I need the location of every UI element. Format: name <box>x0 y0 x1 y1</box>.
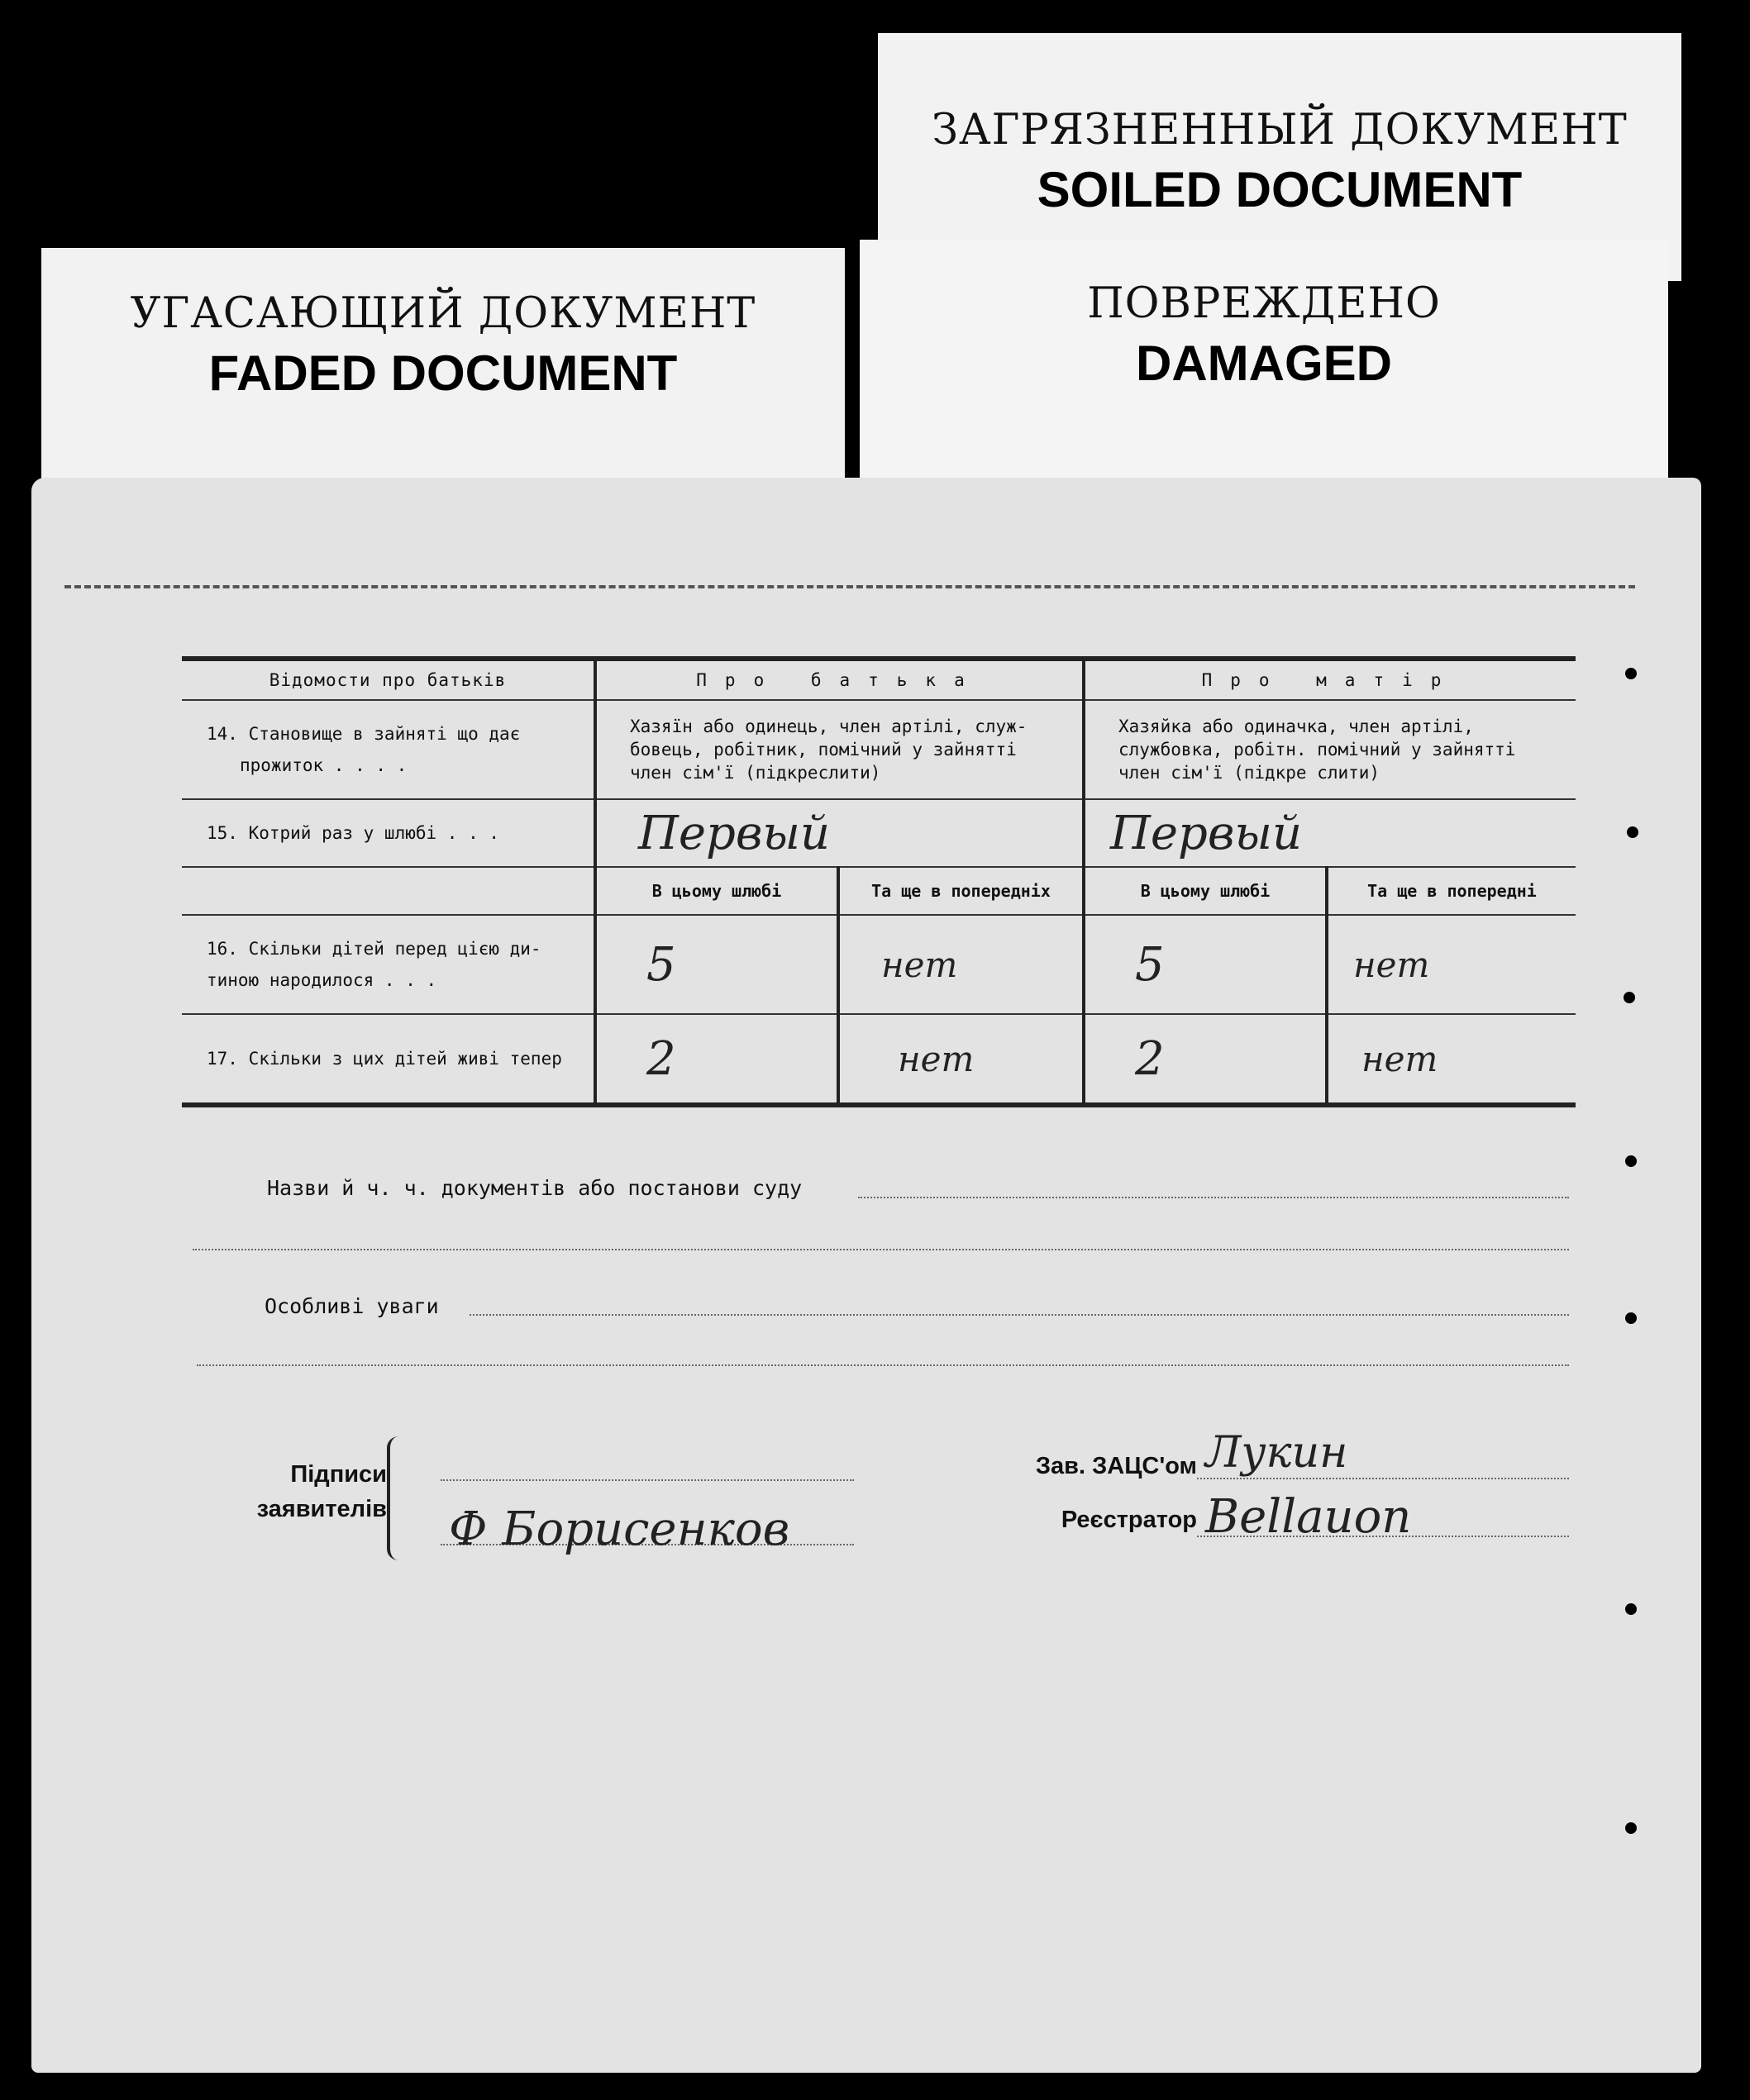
binding-hole <box>1625 1603 1637 1615</box>
q16-label <box>182 915 595 1014</box>
applicants-label-line1: Підписи <box>290 1461 387 1488</box>
head-signature: Лукин <box>1205 1428 1348 1478</box>
q16-mother-this: 5 <box>1084 915 1327 1014</box>
q14-mother-options <box>1084 700 1576 799</box>
q17-father-this: 2 <box>595 1014 838 1105</box>
binding-hole <box>1625 1312 1637 1324</box>
header-parents-info: Відомости про батьків <box>182 659 595 700</box>
binding-hole <box>1627 826 1638 838</box>
q16-mother-previous: нет <box>1327 915 1576 1014</box>
header-mother: Про матір <box>1084 659 1576 700</box>
q14-label-line1: 14. Становище в зайняті що дає <box>207 724 521 744</box>
subheader-mother-previous: Та ще в попередні <box>1327 867 1576 915</box>
binding-hole <box>1625 1822 1637 1834</box>
faded-label-en: FADED DOCUMENT <box>208 345 678 401</box>
row-subheaders <box>182 867 1576 915</box>
parents-info-table <box>182 656 1576 1107</box>
q14-label-line2: прожиток . . . . <box>240 755 408 775</box>
q14-mother-line1: Хазяйка або одиначка, член артілі, <box>1118 717 1474 736</box>
q17-label: 17. Скільки з цих дітей живі тепер <box>182 1014 595 1105</box>
subheader-mother-this-marriage: В цьому шлюбі <box>1084 867 1327 915</box>
head-signature-line <box>1197 1478 1569 1479</box>
q15-label: 15. Котрий раз у шлюбі . . . <box>182 799 595 867</box>
subheader-father-previous: Та ще в попередніх <box>838 867 1084 915</box>
q14-label <box>182 700 595 799</box>
applicants-brace <box>387 1436 403 1560</box>
q16-father-previous: нет <box>838 915 1084 1014</box>
q14-mother-line2: службовка, робітн. помічний у зайнятті <box>1118 740 1516 760</box>
q14-father-line1: Хазяїн або одинець, член артілі, служ- <box>630 717 1028 736</box>
row-marriage-number <box>182 799 1576 867</box>
q17-mother-this: 2 <box>1084 1014 1327 1105</box>
registrar-label: Реєстратор <box>1061 1507 1197 1533</box>
damaged-label-ru: ПОВРЕЖДЕНО <box>1087 279 1441 328</box>
faded-document-label <box>41 248 845 496</box>
faded-label-ru: УГАСАЮЩИЙ ДОКУМЕНТ <box>130 289 756 338</box>
documents-label: Назви й ч. ч. документів або постанови суду <box>267 1176 803 1200</box>
header-father: Про батька <box>595 659 1084 700</box>
row-occupation <box>182 700 1576 799</box>
q16-label-line2: тиною народилося . . . <box>207 970 437 990</box>
q16-father-this: 5 <box>595 915 838 1014</box>
damaged-document-label <box>860 240 1668 488</box>
q17-mother-previous: нет <box>1327 1014 1576 1105</box>
row-children-born <box>182 915 1576 1014</box>
q14-father-options <box>595 700 1084 799</box>
damaged-label-en: DAMAGED <box>1136 336 1392 391</box>
applicant-signature-line-1 <box>441 1479 854 1481</box>
applicant-signature: Ф Борисенков <box>449 1502 790 1556</box>
documents-line-2 <box>193 1249 1569 1250</box>
subheader-father-this-marriage: В цьому шлюбі <box>595 867 838 915</box>
q16-label-line1: 16. Скільки дітей перед цією ди- <box>207 939 541 959</box>
q14-father-line3: член сім'ї (підкреслити) <box>630 763 881 783</box>
q15-mother-answer: Первый <box>1084 799 1576 867</box>
applicants-label-line2: заявителів <box>256 1496 387 1522</box>
soiled-label-en: SOILED DOCUMENT <box>1037 162 1523 217</box>
head-of-registry-label: Зав. ЗАЦС'ом <box>1035 1453 1197 1479</box>
registrar-signature: Bellauon <box>1205 1490 1412 1544</box>
binding-hole <box>1625 668 1637 679</box>
remarks-label: Особливі уваги <box>265 1294 439 1318</box>
binding-hole <box>1624 992 1635 1003</box>
binding-hole <box>1625 1155 1637 1167</box>
q17-father-previous: нет <box>838 1014 1084 1105</box>
q14-father-line2: бовець, робітник, помічний у зайнятті <box>630 740 1017 760</box>
remarks-line-1 <box>470 1314 1569 1316</box>
soiled-label-ru: ЗАГРЯЗНЕННЫЙ ДОКУМЕНТ <box>932 106 1628 155</box>
perforation-line <box>64 585 1635 588</box>
q14-mother-line3: член сім'ї (підкре слити) <box>1118 763 1380 783</box>
row-children-alive <box>182 1014 1576 1105</box>
remarks-line-2 <box>197 1364 1569 1366</box>
q15-father-answer: Первый <box>595 799 1084 867</box>
birth-record-form-sheet <box>31 478 1701 2073</box>
documents-line-1 <box>858 1197 1569 1198</box>
